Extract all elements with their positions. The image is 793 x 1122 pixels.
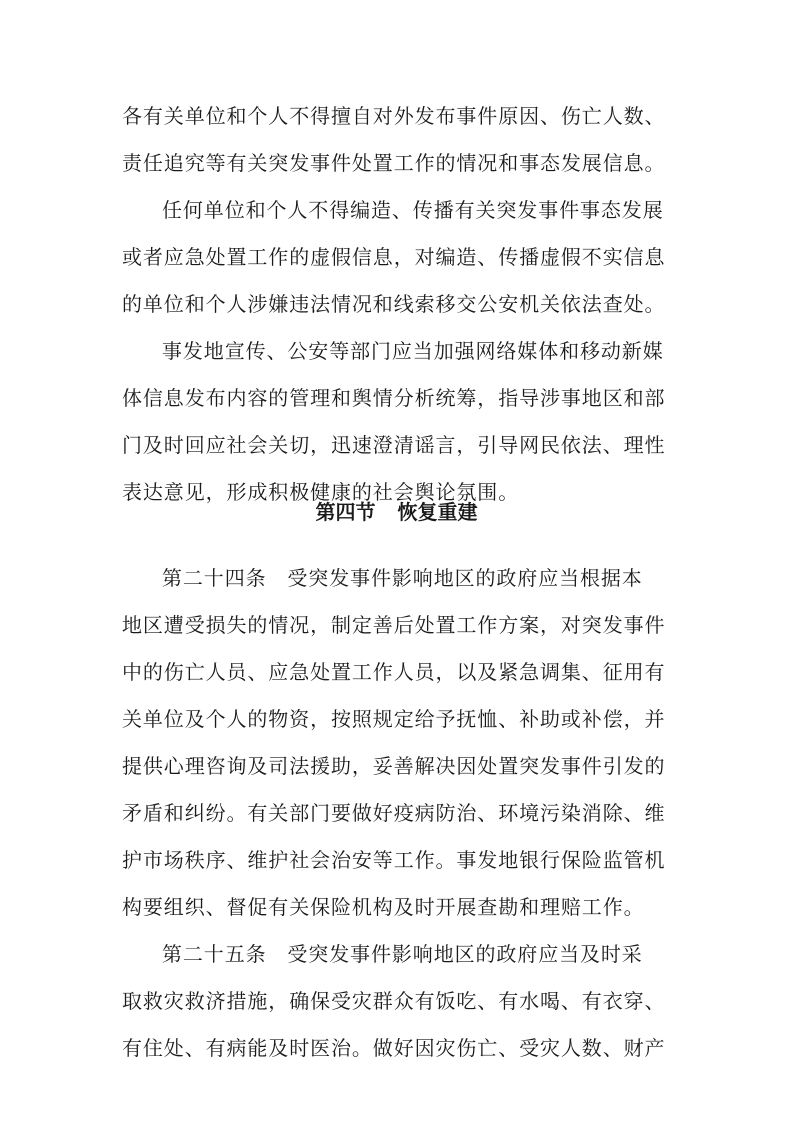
article-line: 有住处、有病能及时医治。做好因灾伤亡、受灾人数、财产 [122,1036,666,1060]
article-line: 地区遭受损失的情况，制定善后处置工作方案，对突发事件 [122,613,666,637]
paragraph-line: 任何单位和个人不得编造、传播有关突发事件事态发展 [162,198,664,222]
article-line: 提供心理咨询及司法援助，妥善解决因处置突发事件引发的 [122,754,666,778]
section-title: 恢复重建 [397,500,478,524]
article-line: 第二十四条 受突发事件影响地区的政府应当根据本 [162,566,643,590]
article-line: 矛盾和纠纷。有关部门要做好疫病防治、环境污染消除、维 [122,801,666,825]
paragraph-line: 责任追究等有关突发事件处置工作的情况和事态发展信息。 [122,151,666,175]
article-line: 关单位及个人的物资，按照规定给予抚恤、补助或补偿，并 [122,707,666,731]
paragraph-line: 表达意见，形成积极健康的社会舆论氛围。 [122,480,520,504]
paragraph-line: 或者应急处置工作的虚假信息，对编造、传播虚假不实信息 [122,245,666,269]
section-number: 第四节 [315,500,376,524]
section-heading [0,494,793,530]
paragraph-line: 门及时回应社会关切，迅速澄清谣言，引导网民依法、理性 [122,433,666,457]
paragraph-line: 的单位和个人涉嫌违法情况和线索移交公安机关依法查处。 [122,292,666,316]
paragraph-line: 体信息发布内容的管理和舆情分析统筹，指导涉事地区和部 [122,386,666,410]
article-line: 中的伤亡人员、应急处置工作人员，以及紧急调集、征用有 [122,660,666,684]
paragraph-line: 各有关单位和个人不得擅自对外发布事件原因、伤亡人数、 [122,104,666,128]
article-line: 构要组织、督促有关保险机构及时开展查勘和理赔工作。 [122,895,645,919]
article-line: 第二十五条 受突发事件影响地区的政府应当及时采 [162,942,643,966]
article-line: 护市场秩序、维护社会治安等工作。事发地银行保险监管机 [122,848,666,872]
paragraph-line: 事发地宣传、公安等部门应当加强网络媒体和移动新媒 [162,339,664,363]
article-line: 取救灾救济措施，确保受灾群众有饭吃、有水喝、有衣穿、 [122,989,666,1013]
